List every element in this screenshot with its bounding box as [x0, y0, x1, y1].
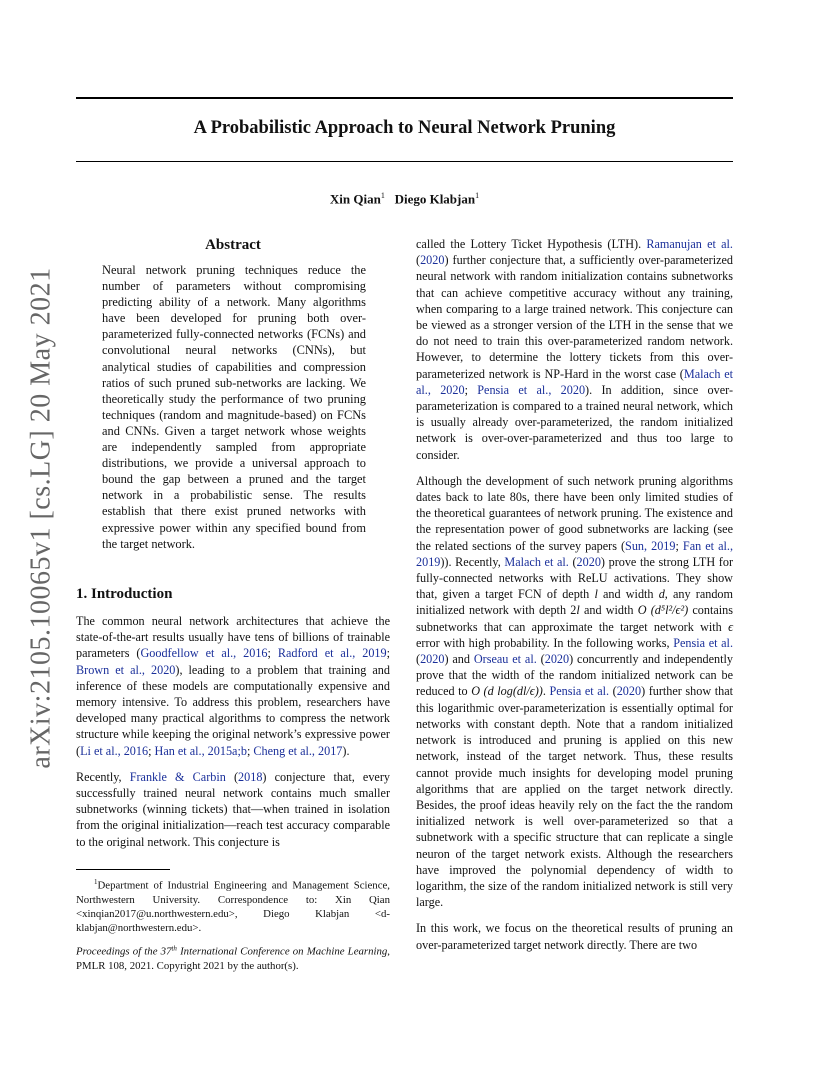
left-column-body — [76, 613, 390, 850]
text-run: ( — [536, 652, 545, 667]
citation-link[interactable]: Li et al., 2016 — [80, 743, 149, 758]
intro-paragraph-2 — [76, 769, 390, 850]
footnote-rule — [76, 869, 170, 870]
abstract-body — [102, 262, 366, 552]
citation-link[interactable]: 2020 — [420, 652, 445, 667]
author-name: Xin Qian — [329, 191, 381, 207]
author-affiliation-mark: 1 — [380, 191, 385, 200]
citation-link[interactable]: Orseau et al. — [473, 652, 537, 667]
right-paragraph-1 — [416, 236, 733, 463]
citation-link[interactable]: 2020 — [616, 684, 642, 699]
text-run: ; — [386, 646, 390, 661]
proceedings-prefix: Proceedings of the 37 — [76, 945, 172, 958]
text-run: ; — [246, 743, 254, 758]
text-run: The common neural network architectures that achieve the state-of-the-art results usually have tens of billions of trainable parameters ( — [76, 614, 390, 661]
math-expression: ϵ — [728, 619, 733, 634]
abstract-heading: Abstract — [205, 237, 261, 253]
citation-link[interactable]: Frankle & Carbin — [129, 769, 226, 784]
proceedings-rest: , PMLR 108, 2021. Copyright 2021 by the author(s). — [76, 945, 390, 972]
text-run: ; — [267, 646, 278, 661]
title-top-rule — [76, 97, 733, 99]
citation-link[interactable]: Radford et al., 2019 — [277, 646, 387, 661]
proceedings-sup: th — [171, 944, 177, 952]
citation-link[interactable]: 2020 — [544, 652, 570, 667]
text-run: error with high probability. In the following works, — [416, 635, 674, 650]
citation-link[interactable]: Malach et al. — [504, 554, 569, 569]
text-run: ( — [609, 684, 617, 699]
text-run: ). In addition, since over-parameterization is compared to a trained neural network, which is usually already over-parameterized, the random initialized network is over-over-parameterized and thus too large to consider. — [416, 382, 733, 462]
text-run: )). Recently, — [440, 554, 505, 569]
text-run: ) further show that this logarithmic over-parameterization is essentially optimal for networks with constant depth. Note that a random initialized network is introduced and pruning is applied on this new network, instead of the target network. Thus, these results cannot provide much insights for developing model pruning algorithms that are applied on the target network directly. Besides, the proof ideas heavily rely on the fact the the random initialized network is well over-parameterized so that a subnetwork with a specific structure that can replicate a single neuron of the target network exists. Although the researchers have improved the polynomial dependency of width to logarithm, the size of the random initialized network is still very large. — [416, 684, 733, 910]
text-run: and width — [597, 587, 659, 602]
text-run: , any random initialized network with depth 2 — [416, 587, 733, 618]
citation-link[interactable]: Fan et al., 2019 — [416, 538, 733, 569]
citation-link[interactable]: Brown et al., 2020 — [76, 662, 176, 677]
arxiv-id-text: arXiv:2105.10065v1 [cs.LG] 20 May 2021 — [26, 267, 57, 769]
text-run: . — [542, 684, 550, 699]
text-run: ; — [675, 538, 683, 553]
citation-link[interactable]: Han et al., 2015a;b — [154, 743, 247, 758]
citation-link[interactable]: Pensia et al. — [673, 635, 733, 650]
citation-link[interactable]: 2018 — [238, 769, 263, 784]
citation-link[interactable]: 2020 — [576, 554, 601, 569]
text-run: ). — [342, 743, 350, 758]
citation-link[interactable]: Malach et al., 2020 — [416, 366, 734, 397]
citation-link[interactable]: Cheng et al., 2017 — [253, 743, 343, 758]
author-affiliation-mark: 1 — [475, 191, 480, 200]
abstract-text: Neural network pruning techniques reduce the number of parameters without compromising predicting ability of a network. Many algorithms have been developed for pruning both over-parameterized fully-connected networks (FCNs) and convolutional neural networks (CNNs), but analytical studies of capabilities and compression ratios of such pruned sub-networks are lacking. We theoretically study the performance of two pruning techniques (random and magnitude-based) on FCNs and CNNs. Given a target network whose weights are independently sampled from appropriate distributions, we provide a universal approach to bound the gap between a pruned and the target network in a probabilistic sense. The results establish that there exist pruned networks with expressive power within any specified bound from the target network. — [102, 263, 366, 551]
citation-link[interactable]: 2020 — [420, 253, 445, 268]
text-run: called the Lottery Ticket Hypothesis (LTH). — [416, 237, 647, 251]
author-list — [76, 191, 733, 207]
title-bottom-rule — [76, 161, 733, 162]
intro-paragraph-1 — [76, 613, 390, 759]
math-expression: l — [576, 603, 580, 618]
section-heading-introduction: 1. Introduction — [76, 586, 173, 602]
text-run: ) concurrently and independently prove that the width of the random initialized network can be reduced to — [416, 652, 734, 699]
math-expression: O (d log(dl/ϵ)) — [471, 684, 543, 699]
text-run: ( — [225, 769, 239, 784]
right-column-body — [416, 236, 733, 953]
text-run: ; — [464, 382, 478, 397]
text-run: ) conjecture that, every successfully trained neural network contains much smaller subnetworks (winning tickets) that—when trained in isolation from the original initialization—reach test accuracy comparable to the original network. This conjecture is — [76, 769, 390, 849]
text-run: ( — [416, 652, 421, 667]
citation-link[interactable]: Sun, 2019 — [625, 538, 676, 553]
citation-link[interactable]: Pensia et al., 2020 — [477, 382, 586, 397]
citation-link[interactable]: Pensia et al. — [549, 684, 610, 699]
arxiv-identifier-watermark — [22, 267, 62, 769]
text-run: Recently, — [76, 769, 130, 784]
text-run: ) prove the strong LTH for fully-connected networks with ReLU activations. They show that, given a target FCN of depth — [416, 554, 734, 602]
footnote-text: Department of Industrial Engineering and Management Science, Northwestern University. Correspondence to: Xin Qian <xinqian2017@u.northwestern.edu>, Diego Klabjan <d-klabjan@northwestern.edu>. — [76, 879, 390, 935]
proceedings-notice — [76, 941, 390, 973]
text-run: and width — [579, 603, 638, 618]
text-run: ( — [416, 253, 421, 268]
footnote-mark: 1 — [94, 878, 98, 886]
paper-title: A Probabilistic Approach to Neural Network Pruning — [193, 118, 616, 138]
text-run: ) and — [444, 652, 474, 667]
math-expression: d — [658, 587, 665, 602]
text-run: contains subnetworks that can approximate the target network with — [416, 603, 733, 634]
text-run: ; — [148, 743, 155, 758]
right-paragraph-3: In this work, we focus on the theoretical results of pruning an over-parameterized target network directly. There are two — [416, 921, 733, 952]
citation-link[interactable]: Goodfellow et al., 2016 — [140, 646, 268, 661]
text-run: ) further conjecture that, a sufficiently over-parameterized neural network with random initialization contains subnetworks that can achieve competitive accuracy without any training, when comparing to a large trained network. This conjecture can be viewed as a stronger version of the LTH in the sense that we do not need to train this over-parameterized random network. However, to determine the lottery tickets from this over-parameterized network is NP-Hard in the worst case ( — [416, 253, 733, 381]
math-expression: l — [594, 587, 598, 602]
right-paragraph-2 — [416, 473, 733, 910]
math-expression: O (d⁵l²/ϵ²) — [637, 603, 689, 618]
affiliation-footnote — [76, 875, 390, 935]
text-run: ( — [568, 554, 577, 569]
citation-link[interactable]: Ramanujan et al. — [646, 237, 733, 251]
proceedings-venue: International Conference on Machine Learning — [176, 945, 388, 958]
author-name: Diego Klabjan — [394, 191, 476, 207]
text-run: ), leading to a problem that training and inference of these models are computationally expensive and memory intensive. To address this problem, researchers have developed many practical algorithms to compress the network structure while keeping the original network’s expressive power ( — [76, 662, 390, 758]
text-run: Although the development of such network pruning algorithms dates back to late 80s, there have been only limited studies of the theoretical guarantees of network pruning. The existence and the representation power of good subnetworks are lacking (see the related sections of the survey papers ( — [416, 473, 733, 553]
